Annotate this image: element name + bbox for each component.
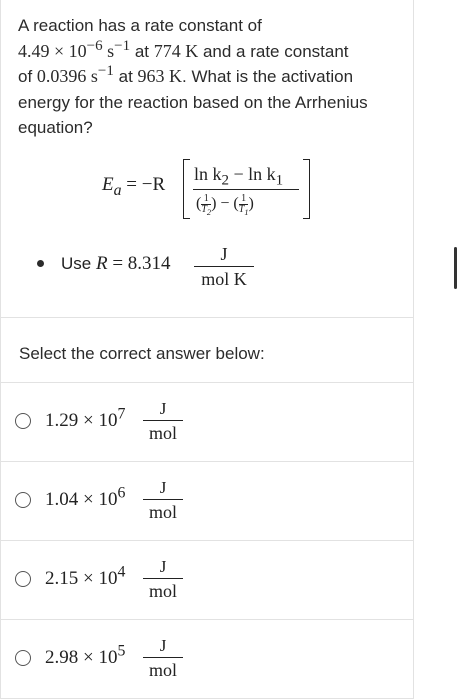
option-value <box>45 642 126 669</box>
option-coeff: 1.04 × 10 <box>45 489 118 510</box>
radio-button-icon[interactable] <box>15 571 31 587</box>
inv-T1-T: T <box>238 204 245 215</box>
k2-units-exp: −1 <box>97 63 114 79</box>
num-minus: − ln k <box>229 164 276 184</box>
option-unit <box>143 477 183 522</box>
question-text <box>18 13 398 141</box>
den-close: ) <box>248 195 254 213</box>
option-exp: 7 <box>117 405 126 423</box>
inv-T2-den <box>201 205 211 215</box>
k1-exp: −6 <box>86 37 103 54</box>
use-r-text <box>61 253 171 275</box>
option-unit-bottom: mol <box>148 581 177 602</box>
option-exp: 4 <box>117 563 126 581</box>
k1-units-exp: −1 <box>114 37 131 54</box>
formula-a: a <box>113 181 122 199</box>
den-mid: ) − ( <box>211 195 239 213</box>
option-unit-bottom: mol <box>148 423 177 444</box>
num-sub2: 1 <box>275 172 284 189</box>
r-variable: R <box>95 253 108 274</box>
answer-prompt: Select the correct answer below: <box>19 344 265 363</box>
radio-button-icon[interactable] <box>15 650 31 666</box>
question-line1: A reaction has a rate constant of <box>18 16 262 35</box>
formula-denominator <box>196 194 254 215</box>
option-value <box>45 563 126 590</box>
of-text: of <box>18 67 37 86</box>
radio-button-icon[interactable] <box>15 492 31 508</box>
answer-option-1[interactable] <box>0 383 414 462</box>
temp2: 963 K <box>137 66 183 86</box>
formula-equals: = −R <box>121 174 166 195</box>
radio-button-icon[interactable] <box>15 413 31 429</box>
k1-units: s <box>107 40 115 61</box>
option-unit-bottom: mol <box>148 660 177 681</box>
inv-T2-num: 1 <box>201 194 211 205</box>
right-bracket <box>303 159 310 219</box>
answer-option-3[interactable] <box>0 541 414 620</box>
gas-constant-note <box>39 243 289 293</box>
den-open: ( <box>196 195 202 213</box>
option-unit-bar <box>143 578 183 579</box>
option-value <box>45 405 126 432</box>
k1-value: $4.49 \times 10^{-6}$ $s^{-1}$ <box>18 37 131 61</box>
inv-T2-sub: 2 <box>206 208 212 217</box>
option-coeff: 2.98 × 10 <box>45 647 118 668</box>
question-panel <box>0 0 414 318</box>
formula-fraction-bar <box>193 189 299 190</box>
formula-lhs <box>102 174 166 199</box>
option-unit-top: J <box>159 478 167 497</box>
use-label: Use <box>61 254 96 273</box>
left-bracket <box>183 159 190 219</box>
inv-T2 <box>201 194 211 215</box>
at1-text: at <box>130 41 154 61</box>
option-unit-bar <box>143 420 183 421</box>
option-coeff: 1.29 × 10 <box>45 410 118 431</box>
option-unit <box>143 556 183 601</box>
k2-value <box>36 63 114 86</box>
scroll-indicator[interactable] <box>454 247 457 289</box>
option-unit-bottom: mol <box>148 502 177 523</box>
inv-T1-num: 1 <box>239 194 249 205</box>
at2-text: at <box>113 67 138 86</box>
r-value: = 8.314 <box>107 253 171 274</box>
option-coeff: 2.15 × 10 <box>45 568 118 589</box>
r-unit-bottom: mol K <box>201 269 247 290</box>
formula-E: E <box>102 174 114 195</box>
option-exp: 5 <box>117 642 126 660</box>
answer-option-2[interactable] <box>0 462 414 541</box>
inv-T1-sub: 1 <box>244 208 249 217</box>
option-unit-top: J <box>159 399 167 418</box>
arrhenius-formula <box>102 156 322 222</box>
option-unit-top: J <box>159 557 167 576</box>
k1-coeff: 4.49 <box>18 40 50 61</box>
formula-numerator <box>194 164 284 189</box>
option-unit-bar <box>143 657 183 658</box>
question-tail: . What is the activation energy for the reaction based on the Arrhenius equation? <box>18 67 368 137</box>
r-unit-top: J <box>220 244 228 264</box>
temp1: 774 K <box>153 40 199 61</box>
option-unit <box>143 635 183 680</box>
r-unit <box>194 243 254 289</box>
mid-text: and a rate constant <box>198 41 349 61</box>
r-unit-bar <box>194 266 254 267</box>
option-value <box>45 484 126 511</box>
inv-T2-T: T <box>201 204 207 215</box>
k2-units: s <box>90 66 98 86</box>
bullet-icon <box>37 260 44 267</box>
num-sub1: 2 <box>221 172 230 189</box>
answer-option-4[interactable] <box>0 620 414 699</box>
option-unit-bar <box>143 499 183 500</box>
num-ln1: ln k <box>194 164 222 184</box>
answer-header <box>0 318 414 383</box>
option-exp: 6 <box>117 484 126 502</box>
k2-number: 0.0396 <box>36 66 87 86</box>
option-unit-top: J <box>159 636 167 655</box>
option-unit <box>143 398 183 443</box>
